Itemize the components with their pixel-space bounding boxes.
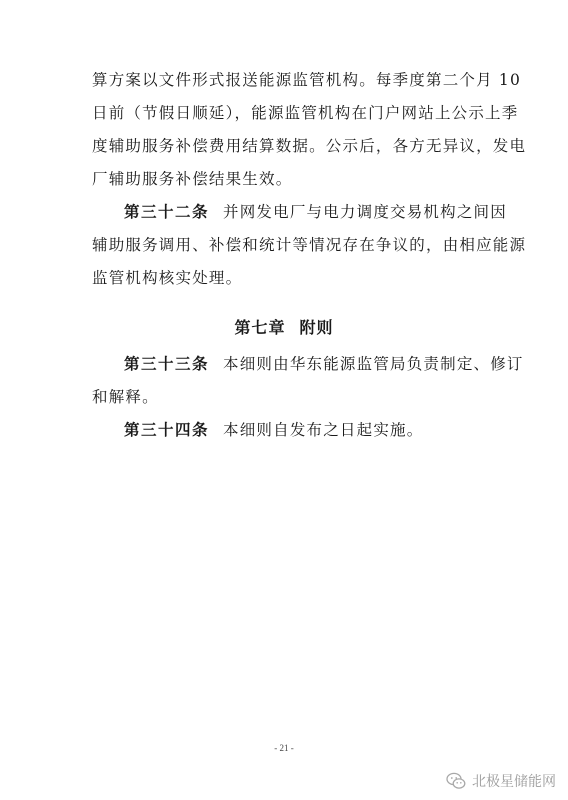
article-text: 并网发电厂与电力调度交易机构之间因 — [223, 203, 507, 221]
article-34-first-line — [124, 420, 484, 440]
paragraph-line: 辅助服务调用、补偿和统计等情况存在争议的，由相应能源 — [92, 236, 527, 254]
paragraph-line: 算方案以文件形式报送能源监管机构。每季度第二个月 10 — [92, 71, 522, 89]
paragraph-line: 度辅助服务补偿费用结算数据。公示后，各方无异议，发电 — [92, 137, 527, 155]
chapter-name: 附则 — [299, 318, 334, 337]
article-title: 第三十二条 — [124, 202, 210, 221]
article-33-first-line — [124, 354, 524, 374]
article-text: 本细则自发布之日起实施。 — [223, 421, 424, 439]
article-32-first-line — [124, 202, 507, 222]
paragraph-line: 和解释。 — [92, 388, 159, 406]
page-number: - 21 - — [274, 743, 294, 753]
chapter-heading — [0, 318, 568, 338]
article-title: 第三十三条 — [124, 354, 210, 373]
watermark-text: 北极星储能网 — [472, 774, 556, 790]
paragraph-line: 日前（节假日顺延），能源监管机构在门户网站上公示上季 — [92, 104, 519, 122]
paragraph-line: 厂辅助服务补偿结果生效。 — [92, 170, 293, 188]
article-text: 本细则由华东能源监管局负责制定、修订 — [223, 355, 524, 373]
watermark — [446, 770, 556, 792]
paragraph-line: 监管机构核实处理。 — [92, 269, 243, 287]
wechat-icon — [446, 772, 466, 790]
chapter-number: 第七章 — [234, 318, 286, 337]
article-title: 第三十四条 — [124, 420, 210, 439]
